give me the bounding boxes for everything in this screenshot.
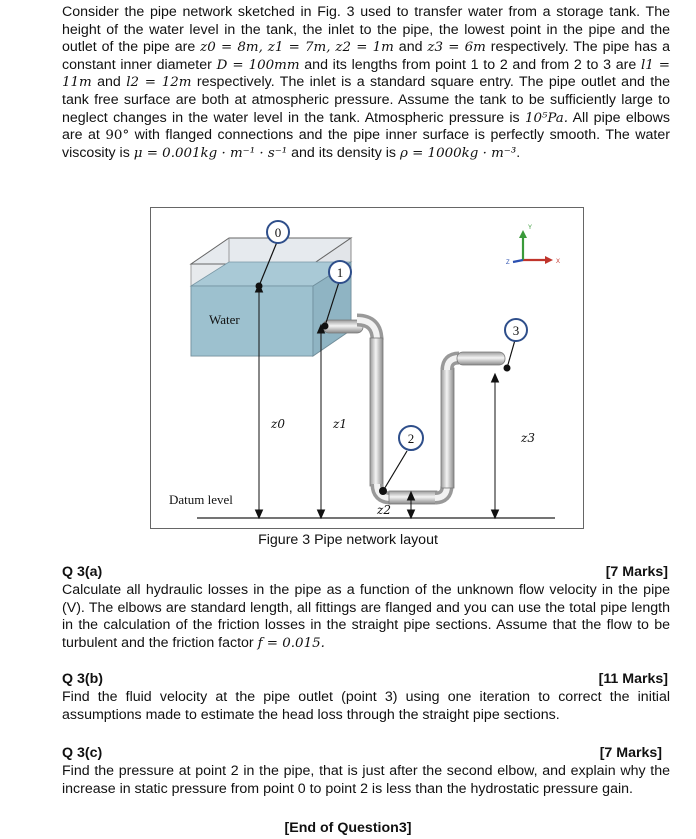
axis-triad [506,225,560,266]
pipe [323,320,505,504]
q3a-header [62,564,668,580]
intro-text-5: All pipe elbows are at [62,109,670,144]
intro-paragraph [62,4,670,162]
pipe-network-figure [150,207,584,529]
q3c-marks: [7 Marks] [599,745,662,761]
and-text: and [393,39,428,56]
q3b-id: Q 3(b) [62,671,103,687]
viscosity-value: μ = 0.001kg · m⁻¹ · s⁻¹ [133,145,288,161]
point-1-label: 1 [336,265,344,280]
q3a-body: Calculate all hydraulic losses in the pipe as a function of the unknown flow velocity in the pipe (V). The elbows are standard length, all fittings are flanged and you can use the total pipe length in the calculation of the friction losses in the straight pipe sections. Assume that the flow to be turbulent and the friction factor [62,582,670,651]
angle-value: 90° [105,128,130,144]
axis-y-label: Y [528,225,533,231]
q3b-header [62,671,668,687]
z2-value: z2 = 1m [335,40,394,56]
q3a-marks: [7 Marks] [605,564,668,580]
q3c-id: Q 3(c) [62,745,103,761]
patm-value: 10⁵Pa. [524,110,569,126]
end-of-question: [End of Question3] [284,820,412,836]
intro-text-4: respectively. The inlet is a standard square entry. The pipe outlet and the tank free surface are both at atmospheric pressure. Assume the tank to be sufficiently large to neglect changes in the water level in the tank. Atmospheric pressure is [62,74,670,126]
q3a-text [62,582,670,652]
friction-factor: f = 0.015. [257,635,325,651]
intro-text-3: and its lengths from point 1 to 2 and from 2 to 3 are [299,56,641,73]
q3b-marks: [11 Marks] [598,671,668,687]
datum-label: Datum level [169,492,233,507]
diameter-value: D = 100mm [216,57,300,73]
point-2-label: 2 [407,431,415,446]
q3a-id: Q 3(a) [62,564,103,580]
density-value: ρ = 1000kg · m⁻³ [399,145,517,161]
z0-value: z0 = 8m, [200,40,263,56]
q3c-header [62,745,662,761]
figure-caption: Figure 3 Pipe network layout [258,532,438,548]
z0-label: z0 [271,417,285,431]
point-0-label: 0 [274,225,282,240]
z3-label: z3 [521,431,535,445]
q3b-body: Find the fluid velocity at the pipe outlet (point 3) using one iteration to correct the initial assumptions made to estimate the head loss through the straight pipe sections. [62,689,670,723]
and-text-2: and [91,74,127,91]
l2-value: l2 = 12m [126,75,192,91]
intro-text-1: Consider the pipe network sketched in Fig. 3 used to transfer water from a storage tank. The height of the water level in the tank, the inlet to the pipe, the lowest point in the pipe and the outlet of the pipe are [62,4,670,56]
point-3-label: 3 [512,323,520,338]
z3-value: z3 = 6m [427,40,486,56]
intro-text-2: respectively. The pipe has a constant inner diameter [62,39,670,73]
z2-label: z2 [377,503,391,517]
intro-text-7: and its density is [287,144,400,161]
intro-text-8: . [516,144,521,161]
z1-value: z1 = 7m, [267,40,331,56]
q3c-body: Find the pressure at point 2 in the pipe, that is just after the second elbow, and explain why the increase in static pressure from point 0 to point 2 is less than the hydrostatic pressure gain. [62,763,670,797]
axis-x-label: X [556,259,561,265]
q3b-text [62,689,670,724]
q3c-text [62,763,670,798]
pipe-network-diagram [151,208,583,528]
water-label: Water [209,312,240,327]
l1-value: l1 = 11m [62,57,670,91]
intro-text-6: with flanged connections and the pipe inner surface is perfectly smooth. The water viscosity is [62,127,670,161]
axis-z-label: Z [506,260,510,266]
z1-label: z1 [333,417,347,431]
